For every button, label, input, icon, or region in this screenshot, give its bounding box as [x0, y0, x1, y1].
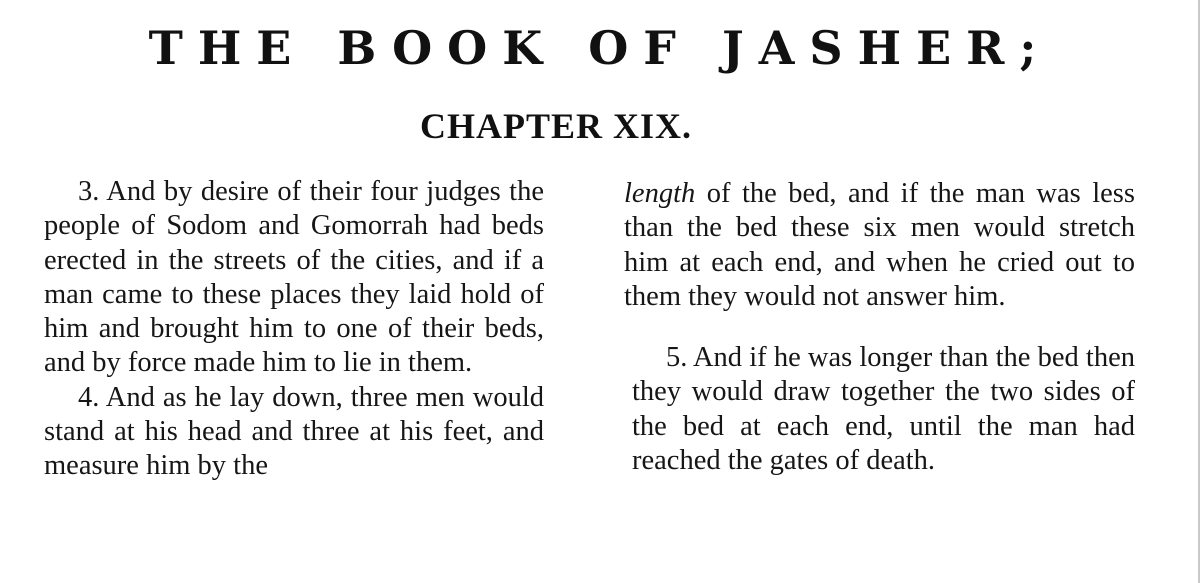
chapter-heading: CHAPTER XIX. — [419, 106, 692, 146]
book-title: THE BOOK OF JASHER; — [148, 21, 1052, 75]
verse-5: 5. And if he was longer than the bed then they would draw together the two sides of the bed at each end, until the man had reached the gates of death. — [632, 342, 1135, 477]
verse-4-continued-text: of the bed, and if the man was less than the bed these six men would stretch him at each end, and when he cried out to them they would not answer him. — [624, 178, 1135, 312]
verse-4: 4. And as he lay down, three men would stand at his head and three at his feet, and measure him by the — [44, 381, 544, 482]
left-column — [44, 175, 544, 484]
verse-3: 3. And by desire of their four judges the people of Sodom and Gomorrah had beds erected in the streets of the cities, and if a man came to these places they laid hold of him and brought him to one of their beds, and by force made him to lie in them. — [44, 176, 544, 379]
verse-4-italic-word: length — [624, 178, 696, 209]
right-column — [624, 177, 1135, 478]
verse-4-continued — [624, 177, 1135, 314]
